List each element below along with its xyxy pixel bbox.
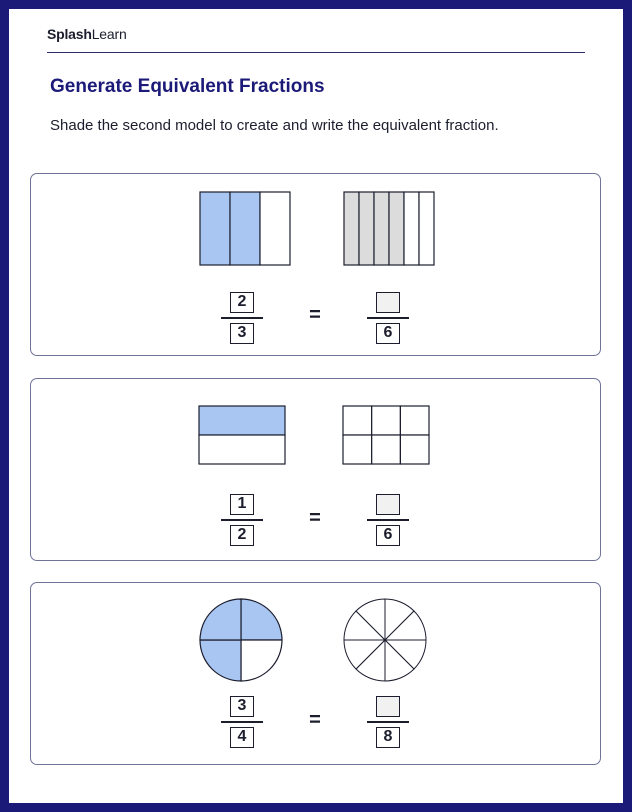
answer-model-2-part-2[interactable] — [372, 406, 401, 435]
fraction-bar — [367, 317, 409, 319]
answer-model-3[interactable] — [343, 598, 429, 684]
denominator-box: 4 — [230, 727, 254, 748]
equals-sign: = — [309, 709, 321, 731]
denominator-box: 6 — [376, 525, 400, 546]
denominator-box: 2 — [230, 525, 254, 546]
given-model-1-part-1 — [200, 192, 230, 265]
fraction-bar — [221, 519, 263, 521]
answer-model-1-part-3[interactable] — [374, 192, 389, 265]
equals-sign: = — [309, 304, 321, 326]
numerator-box: 2 — [230, 292, 254, 313]
denominator-box: 8 — [376, 727, 400, 748]
answer-model-1-part-1[interactable] — [344, 192, 359, 265]
denominator-box: 6 — [376, 323, 400, 344]
given-model-2-part-1 — [199, 406, 285, 435]
answer-model-2-part-1[interactable] — [343, 406, 372, 435]
given-model-1-part-2 — [230, 192, 260, 265]
given-model-1 — [200, 192, 292, 267]
numerator-box: 1 — [230, 494, 254, 515]
brand-name-light: Learn — [91, 26, 127, 42]
brand-name-bold: Splash — [47, 26, 92, 42]
worksheet-instruction: Shade the second model to create and write the equivalent fraction. — [50, 117, 499, 134]
given-model-2-part-2 — [199, 435, 285, 464]
given-model-3-part-3 — [200, 640, 241, 681]
numerator-answer-box[interactable] — [376, 494, 400, 515]
fraction-bar — [221, 721, 263, 723]
given-model-3 — [199, 598, 285, 684]
problem-card-3 — [30, 582, 601, 765]
numerator-answer-box[interactable] — [376, 292, 400, 313]
answer-model-1[interactable] — [344, 192, 436, 267]
answer-model-1-part-2[interactable] — [359, 192, 374, 265]
given-model-3-part-1 — [241, 599, 282, 640]
header-divider — [47, 52, 585, 53]
answer-model-2-part-6[interactable] — [400, 435, 429, 464]
answer-model-1-part-6[interactable] — [419, 192, 434, 265]
answer-model-1-part-5[interactable] — [404, 192, 419, 265]
answer-model-2-part-5[interactable] — [372, 435, 401, 464]
numerator-box: 3 — [230, 696, 254, 717]
answer-model-2-part-4[interactable] — [343, 435, 372, 464]
fraction-bar — [367, 519, 409, 521]
worksheet-title: Generate Equivalent Fractions — [50, 76, 325, 97]
numerator-answer-box[interactable] — [376, 696, 400, 717]
fraction-bar — [367, 721, 409, 723]
answer-model-2-part-3[interactable] — [400, 406, 429, 435]
fraction-bar — [221, 317, 263, 319]
problem-card-1 — [30, 173, 601, 356]
answer-model-1-part-4[interactable] — [389, 192, 404, 265]
denominator-box: 3 — [230, 323, 254, 344]
equals-sign: = — [309, 507, 321, 529]
brand-logo — [47, 26, 127, 42]
given-model-3-part-2 — [241, 640, 282, 681]
answer-model-2[interactable] — [343, 406, 431, 466]
given-model-2 — [199, 406, 287, 466]
given-model-1-part-3 — [260, 192, 290, 265]
problem-card-2 — [30, 378, 601, 561]
given-model-3-part-4 — [200, 599, 241, 640]
